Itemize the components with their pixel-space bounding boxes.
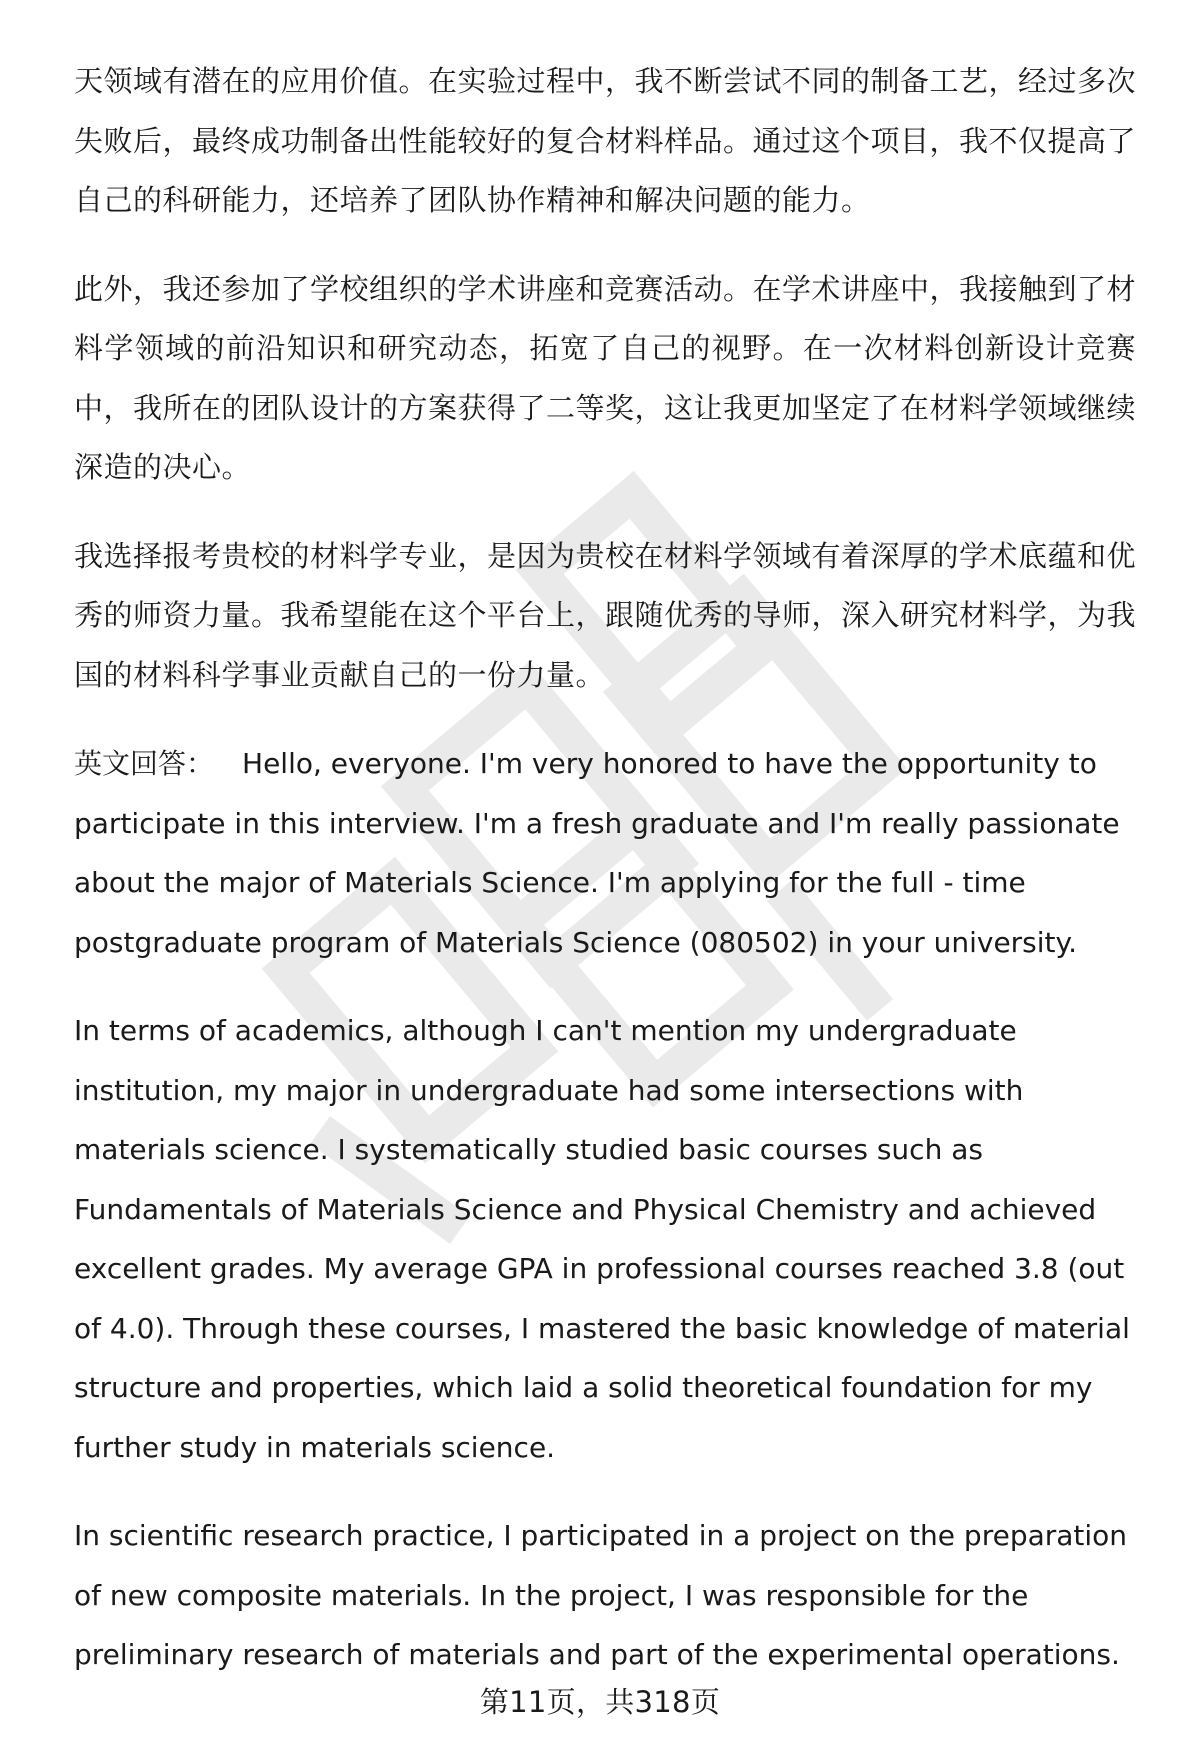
paragraph-english-answer-intro	[74, 734, 1136, 972]
english-answer-intro-text: Hello, everyone. I'm very honored to have the opportunity to participate in this interview. I'm a fresh graduate and I'm really passionate about the major of Materials Science. I'm applying for the full - time postgraduate program of Materials Science (080502) in your university.	[74, 747, 1120, 959]
paragraph-reason-for-applying: 我选择报考贵校的材料学专业，是因为贵校在材料学领域有着深厚的学术底蕴和优秀的师资力量。我希望能在这个平台上，跟随优秀的导师，深入研究材料学，为我国的材料科学事业贡献自己的一份力量。	[74, 538, 1137, 692]
paragraph-english-academics: In terms of academics, although I can't mention my undergraduate institution, my major in undergraduate had some intersections with materials science. I systematically studied basic courses such as Fundamentals of Materials Science and Physical Chemistry and achieved excellent grades. My average GPA in professional courses reached 3.8 (out of 4.0). Through these courses, I mastered the basic knowledge of material structure and properties, which laid a solid theoretical foundation for my further study in materials science.	[74, 1014, 1130, 1464]
page-number-footer: 第11页，共318页	[479, 1685, 721, 1719]
english-answer-label: 英文回答：	[74, 747, 215, 780]
document-body	[74, 52, 1136, 1714]
paragraph-english-research-practice: In scientific research practice, I participated in a project on the preparation of new composite materials. In the project, I was responsible for the preliminary research of materials and part of the experimental operations.	[74, 1519, 1128, 1671]
paragraph-research-project-end: 天领域有潜在的应用价值。在实验过程中，我不断尝试不同的制备工艺，经过多次失败后，最终成功制备出性能较好的复合材料样品。通过这个项目，我不仅提高了自己的科研能力，还培养了团队协作精神和解决问题的能力。	[74, 64, 1137, 217]
paragraph-lectures-competitions: 此外，我还参加了学校组织的学术讲座和竞赛活动。在学术讲座中，我接触到了材料学领域的前沿知识和研究动态，拓宽了自己的视野。在一次材料创新设计竞赛中，我所在的团队设计的方案获得了二等奖，这让我更加坚定了在材料学领域继续深造的决心。	[74, 271, 1137, 484]
